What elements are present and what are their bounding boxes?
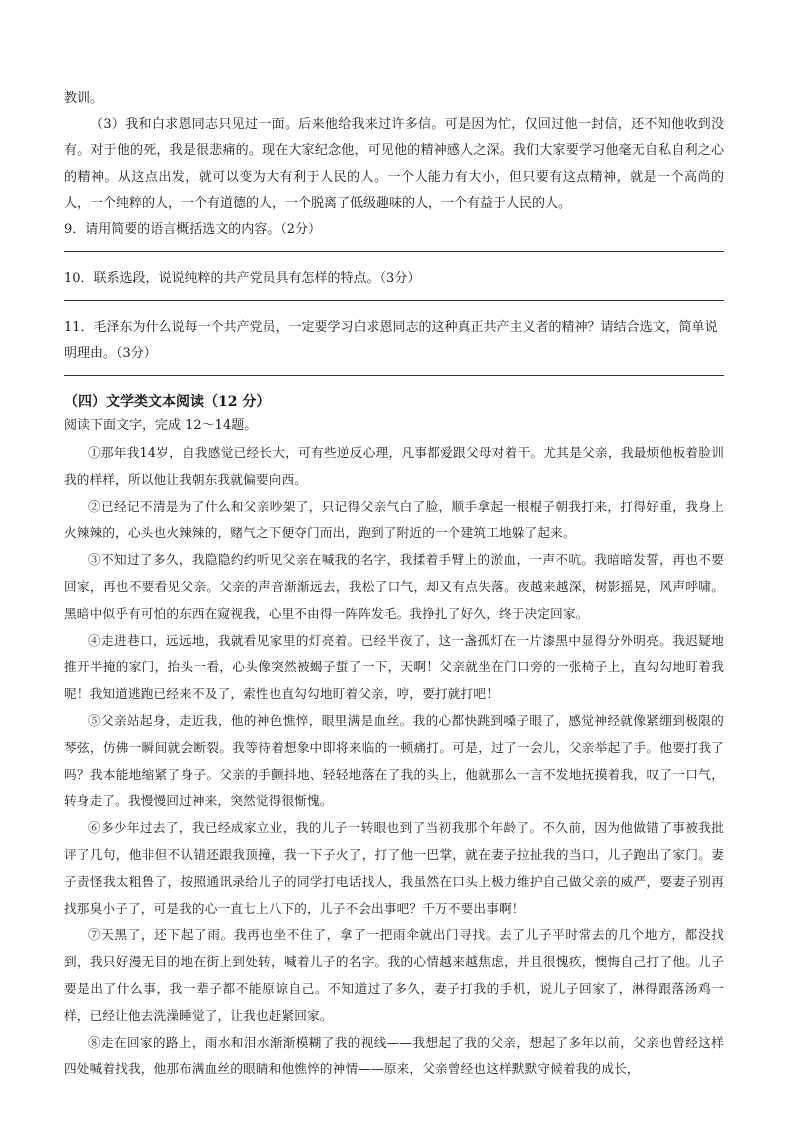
- section-title: （四）文学类文本阅读（12 分）: [64, 394, 271, 411]
- answer-line-10[interactable]: [64, 300, 724, 301]
- passage-tail: 教训。: [64, 91, 104, 106]
- article-paragraph-5: ⑤父亲站起身，走近我，他的神色憔悴，眼里满是血丝。我的心都快跳到嗓子眼了，感觉神经就像紧绷到极限的琴弦，仿佛一瞬间就会断裂。我等待着想象中即将来临的一顿痛打。可是，过了一会儿，父亲举起了手。他要打我了吗？我本能地缩紧了身子。父亲的手颤抖地、轻轻地落在了我的头上，他就那么一言不发地抚摸着我，叹了一口气，转身走了。我慢慢回过神来，突然觉得很惭愧。: [64, 712, 724, 809]
- section-intro: 阅读下面文字，完成 12～14题。: [64, 418, 258, 434]
- question-11: 11．毛泽东为什么说每一个共产党员，一定要学习白求恩同志的这种真正共产主义者的精神？请结合选文，简单说明理由。（3分）: [64, 320, 718, 362]
- question-10: 10．联系选段，说说纯粹的共产党员具有怎样的特点。（3分）: [64, 271, 421, 287]
- article-paragraph-6: ⑥多少年过去了，我已经成家立业，我的儿子一转眼也到了当初我那个年龄了。不久前，因为他做错了事被我批评了几句，他非但不认错还跟我顶撞，我一下子火了，打了他一巴掌，就在妻子拉扯我的当口，儿子跑出了家门。妻子责怪我太粗鲁了，按照通讯录给儿子的同学打电话找人，我虽然在口头上极力维护自己做父亲的威严，要妻子别再找那臭小子了，可是我的心一直七上八下的，儿子不会出事吧？千万不要出事啊！: [64, 820, 724, 916]
- article-paragraph-7: ⑦天黑了，还下起了雨。我再也坐不住了，拿了一把雨伞就出门寻找。去了儿子平时常去的几个地方，都没找到，我只好漫无目的地在街上到处转，喊着儿子的名字。我的心情越来越焦虑，并且很愧疚，懊悔自己打了他。儿子要是出了什么事，我一辈子都不能原谅自己。不知道过了多久，妻子打我的手机，说儿子回家了，淋得跟落汤鸡一样，已经让他去洗澡睡觉了，让我也赶紧回家。: [64, 927, 724, 1023]
- article-paragraph-8: ⑧走在回家的路上，雨水和泪水渐渐模糊了我的视线——我想起了我的父亲，想起了多年以前，父亲也曾经这样四处喊着找我，他那布满血丝的眼睛和他憔悴的神情——原来，父亲曾经也这样默默守候着我的成长，: [64, 1034, 724, 1077]
- article-paragraph-2: ②已经记不清是为了什么和父亲吵架了，只记得父亲气白了脸，顺手拿起一根棍子朝我打来，打得好重，我身上火辣辣的，心头也火辣辣的，赌气之下便夺门而出，跑到了附近的一个建筑工地躲了起来。: [64, 498, 724, 541]
- answer-line-9[interactable]: [64, 251, 724, 252]
- answer-line-11[interactable]: [64, 375, 724, 376]
- passage-paragraph-3: （3）我和白求恩同志只见过一面。后来他给我来过许多信。可是因为忙，仅回过他一封信，还不知他收到没有。对于他的死，我是很悲痛的。现在大家纪念他，可见他的精神感人之深。我们大家要学习他毫无自私自利之心的精神。从这点出发，就可以变为大有利于人民的人。一个人能力有大小，但只要有这点精神，就是一个高尚的人，一个纯粹的人，一个有道德的人，一个脱离了低级趣味的人，一个有益于人民的人。: [64, 117, 724, 211]
- exam-page: [64, 86, 724, 1083]
- article-paragraph-4: ④走进巷口，远远地，我就看见家里的灯亮着。已经半夜了，这一盏孤灯在一片漆黑中显得分外明亮。我迟疑地推开半掩的家门，抬头一看，心头像突然被蝎子蜇了一下，天啊！父亲就坐在门口旁的一张椅子上，直勾勾地盯着我呢！我知道逃跑已经来不及了，索性也直勾勾地盯着父亲，哼，要打就打吧！: [64, 632, 724, 702]
- question-9: 9．请用简要的语言概括选文的内容。（2分）: [64, 222, 322, 238]
- article-paragraph-3: ③不知过了多久，我隐隐约约听见父亲在喊我的名字，我揉着手臂上的淤血，一声不吭。我暗暗发誓，再也不要回家，再也不要看见父亲。父亲的声音渐渐远去，我松了口气，却又有点失落。夜越来越深，树影摇晃，风声呼啸。黑暗中似乎有可怕的东西在窥视我，心里不由得一阵阵发毛。我挣扎了好久，终于决定回家。: [64, 552, 724, 621]
- article-paragraph-1: ①那年我14岁，自我感觉已经长大，可有些逆反心理，凡事都爱跟父母对着干。尤其是父亲，我最烦他板着脸训我的样样，所以他让我朝东我就偏要向西。: [64, 445, 724, 487]
